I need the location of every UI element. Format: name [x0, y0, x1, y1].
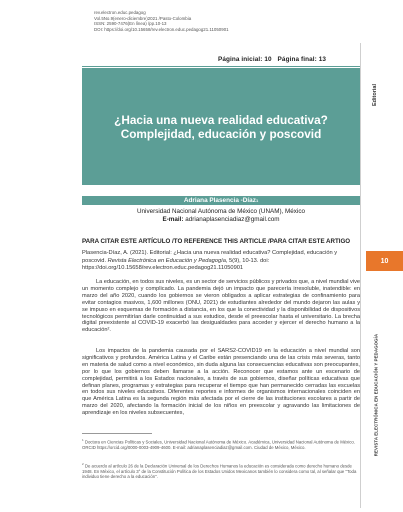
- footnote-text: Doctora en Ciencias Políticas y Sociales, Universidad Nacional Autónoma de México. Académica, Universidad Nacional Autónoma de México. ORCID https://orcid.org/0000-0003-4909-4600. E-mail: adrianaplasenciadiaz@gmail.com. Ciudad de México, México.: [82, 439, 355, 450]
- footnote-2: [82, 462, 360, 480]
- affiliation-text: Universidad Nacional Autónoma de México (UNAM), México: [137, 208, 305, 215]
- section-label-text: Editorial: [372, 83, 378, 107]
- author-footnote-mark: 1: [255, 198, 259, 203]
- citation-journal: Revista Electrónica en Educación y Pedagogía,: [107, 257, 228, 264]
- top-divider: [82, 66, 360, 67]
- meta-line: ISSN: 2590-7476(En línea) /pp.10-13: [94, 21, 167, 27]
- email-label: E-mail:: [162, 216, 184, 223]
- journal-name-vertical: [371, 333, 381, 457]
- citation-text: [82, 250, 360, 273]
- title-banner: [82, 68, 360, 185]
- email-line: [82, 216, 360, 224]
- author-name: Adriana Plasencia -Díaz: [183, 197, 256, 204]
- meta-line: DOI: https://doi.org/10.15658/rev.electron.educ.pedagog21.11050901: [94, 26, 229, 32]
- initial-page: Página inicial: 10: [218, 56, 272, 63]
- title-line-1: ¿Hacia una nueva realidad educativa?: [114, 112, 328, 127]
- footnote-divider: [82, 433, 152, 434]
- citation-doi[interactable]: 5(9), 10-13. doi: https://doi.org/10.15658/rev.electron.educ.pedagog21.11050901: [82, 257, 270, 272]
- author-bar: [82, 196, 360, 205]
- footnote-mark: 2: [82, 462, 84, 466]
- journal-name-text: REVISTA ELECTRÓNICA EN EDUCACIÓN Y PEDAGOGÍA: [373, 333, 379, 457]
- citation-part: Plasencia-Díaz, A. (2021). Editorial: ¿Hacia una nueva realidad educativa? Complejidad, educación y poscovid.: [82, 250, 338, 264]
- footnote-text: De acuerdo al artículo 26 de la Declaración Universal de los Derechos Humanos la educación es considerada como derecho humano desde 1948. En México, el artículo 3° de la Constitución Política de los Estados Unidos Mexicanos también lo considera como tal, al señalar que "Toda individuo tiene derecho a la educación".: [82, 463, 357, 480]
- title-line-2: Complejidad, educación y poscovid: [120, 126, 322, 141]
- body-paragraph-1: La educación, en todos sus niveles, es un sector de servicios públicos y privados que, a nivel mundial vive un momento complejo y complicado. La pandemia dejó un impacto que parecería irresoluble, inatendible: en marzo del año 2020, cuando los gobiernos se vieron obligados a aplicar estrategias de confinamiento para evitar contagios masivos, 1,600 millones (ONU, 2021) de estudiantes alrededor del mundo dejaron las aulas y se impuso en esquemas de formación a distancia, en los que la conectividad y la disponibilidad de dispositivos tecnológicos permitirían darle continuidad a sus estudios, desde el preescolar hasta el universitario. La brecha digital preexistente al COVID-19 exacerbó las desigualdades para acceder y ejercer el derecho humano a la educación².: [82, 279, 360, 334]
- footnote-1: [82, 438, 360, 450]
- body-paragraph-2: Los impactos de la pandemia causada por el SARS2-COVID19 en la educación a nivel mundial son significativos y profundos. América Latina y el Caribe están presenciando una de las crisis más severas, tanto en materia de salud como a nivel económico, sin duda alguna las consecuencias educativas son preocupantes, por lo que los gobiernos deben llamarse a la acción. Reconocer que estamos ante un escenario de complejidad, permitirá a los Estados nacionales, a través de sus gobiernos, diseñar políticas educativas que definan planes, programas y estrategias para recuperar el tiempo que han permanecido cerradas las escuelas en todos sus niveles educativos. Diferentes reportes e informes de organismos internacionales coinciden en que América Latina es la segunda región más afectada por el cierre de las instituciones escolares a partir de marzo del 2020, afectando la formación inicial de los niños en preescolar y agravando las limitaciones de aprendizaje en los niveles subsecuentes,: [82, 348, 360, 417]
- page-range: [218, 56, 330, 63]
- margin-divider: [360, 43, 361, 508]
- citation-heading: PARA CITAR ESTE ARTÍCULO /TO REFERENCE THIS ARTICLE /PARA CITAR ESTE ARTIGO: [82, 238, 351, 245]
- page-number-badge: 10: [366, 251, 403, 271]
- author-affiliation: [82, 208, 360, 224]
- section-label: [370, 83, 380, 107]
- final-page: Página final: 13: [277, 56, 327, 63]
- meta-line: Vol.5No.9(enero-diciembre)2021 /Pasto-Colombia: [94, 15, 192, 21]
- footnote-mark: 1: [82, 438, 84, 442]
- journal-metadata: [94, 10, 314, 32]
- email-link[interactable]: adrianaplasenciadiaz@gmail.com: [185, 216, 280, 223]
- meta-line: rev.electron.educ.pedagog: [94, 10, 146, 15]
